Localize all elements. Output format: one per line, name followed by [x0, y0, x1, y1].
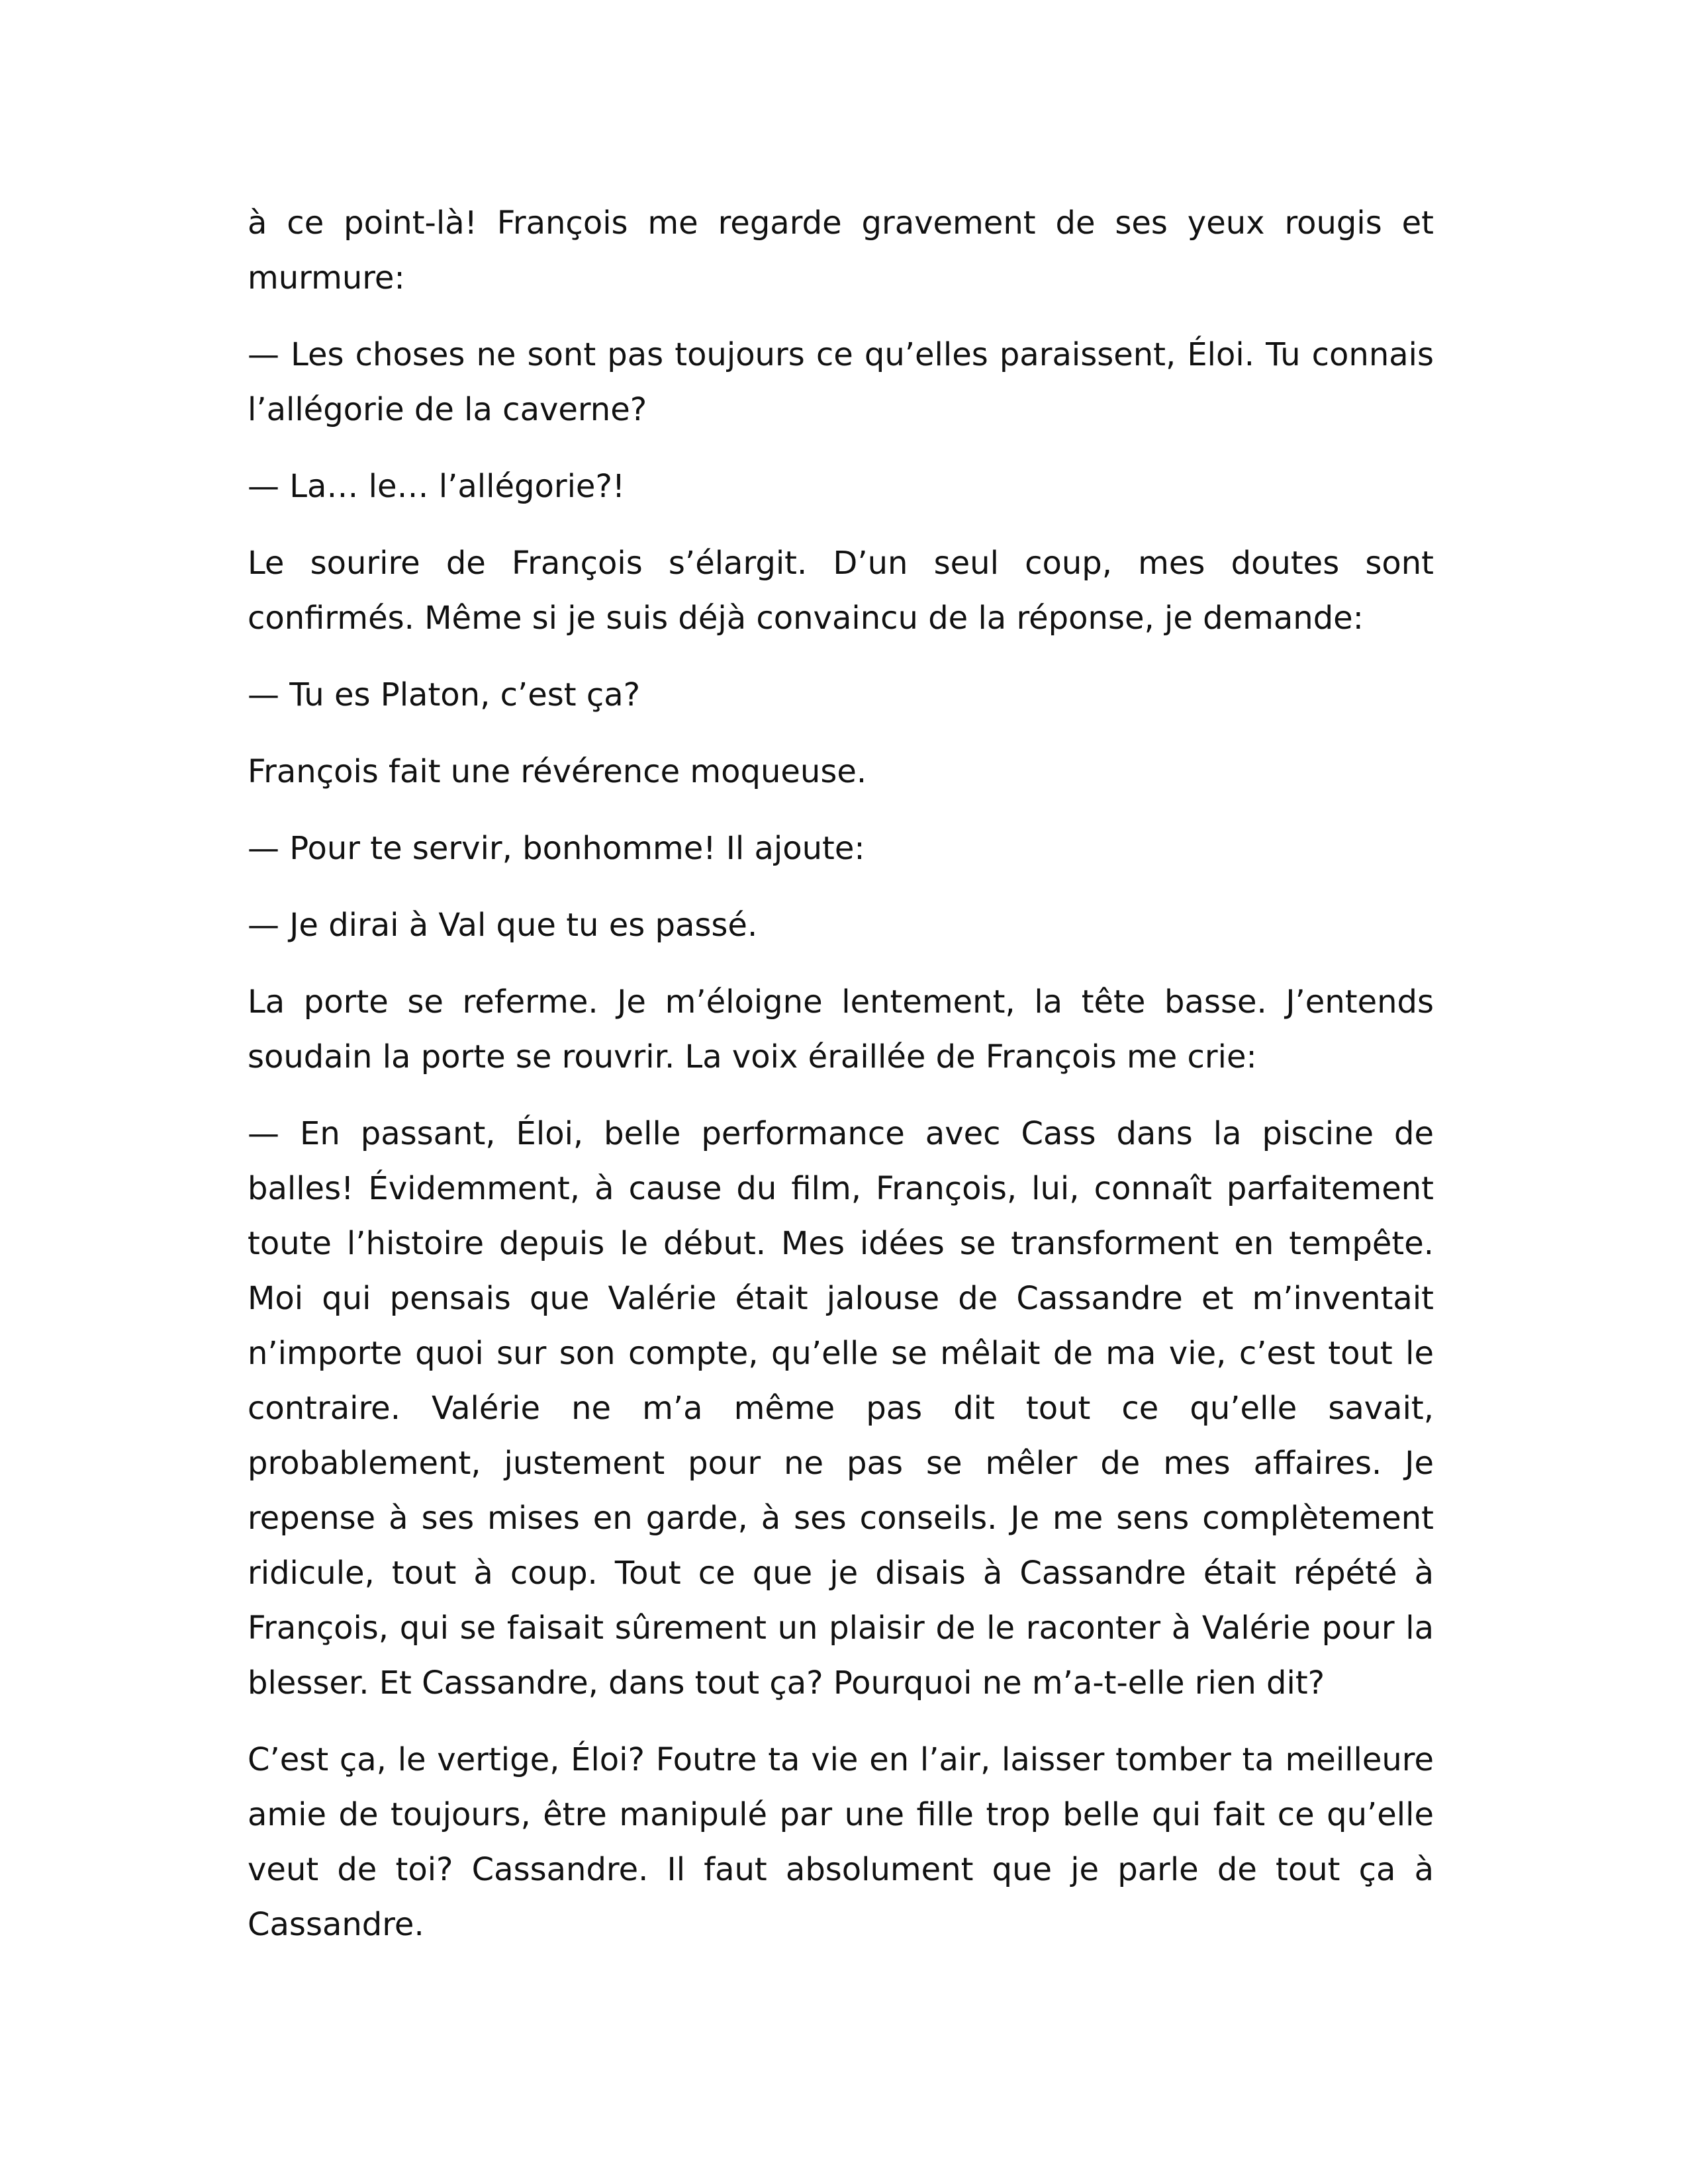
- paragraph: — La… le… l’allégorie?!: [248, 468, 626, 505]
- paragraph: François fait une révérence moqueuse.: [248, 753, 867, 790]
- paragraph: C’est ça, le vertige, Éloi? Foutre ta vie en l’air, laisser tomber ta meilleure amie de toujours, être manipulé par une fille trop belle qui fait ce qu’elle veut de toi? Cassandre. Il faut absolument que je parle de tout ça à Cassandre.: [248, 1741, 1434, 1943]
- paragraph: — Les choses ne sont pas toujours ce qu’elles paraissent, Éloi. Tu connais l’allégorie de la caverne?: [248, 336, 1434, 428]
- paragraph: — Je dirai à Val que tu es passé.: [248, 907, 758, 944]
- paragraph: à ce point-là! François me regarde gravement de ses yeux rougis et murmure:: [248, 205, 1434, 296]
- paragraph: La porte se referme. Je m’éloigne lentement, la tête basse. J’entends soudain la porte se rouvrir. La voix éraillée de François me crie:: [248, 983, 1434, 1075]
- paragraph: — En passant, Éloi, belle performance avec Cass dans la piscine de balles! Évidemment, à cause du film, François, lui, connaît parfaitement toute l’histoire depuis le début. Mes idées se transforment en tempête. Moi qui pensais que Valérie était jalouse de Cassandre et m’inventait n’importe quoi sur son compte, qu’elle se mêlait de ma vie, c’est tout le contraire. Valérie ne m’a même pas dit tout ce qu’elle savait, probablement, justement pour ne pas se mêler de mes affaires. Je repense à ses mises en garde, à ses conseils. Je me sens complètement ridicule, tout à coup. Tout ce que je disais à Cassandre était répété à François, qui se faisait sûrement un plaisir de le raconter à Valérie pour la blesser. Et Cassandre, dans tout ça? Pourquoi ne m’a-t-elle rien dit?: [248, 1115, 1434, 1702]
- paragraph: Le sourire de François s’élargit. D’un seul coup, mes doutes sont confirmés. Même si je suis déjà convaincu de la réponse, je demande:: [248, 545, 1434, 637]
- body-text: [248, 196, 1434, 1974]
- paragraph: — Pour te servir, bonhomme! Il ajoute:: [248, 830, 865, 867]
- paragraph: — Tu es Platon, c’est ça?: [248, 676, 641, 713]
